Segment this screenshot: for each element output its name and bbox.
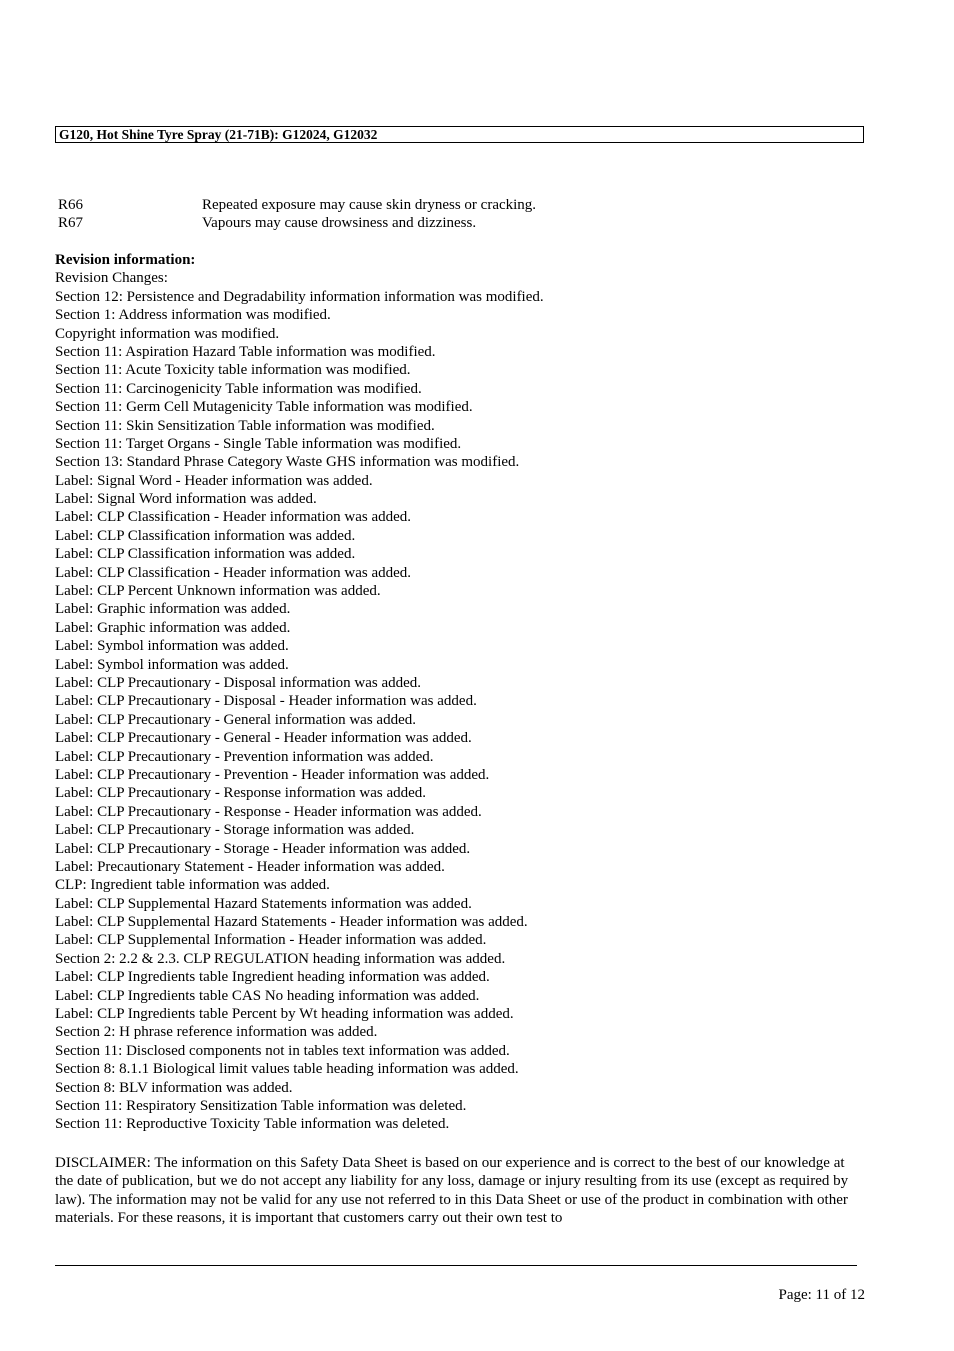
revision-line: Label: Symbol information was added. [55, 638, 289, 655]
revision-line: Label: CLP Supplemental Hazard Statements - Header information was added. [55, 914, 528, 931]
r-phrase-row [58, 214, 858, 232]
revision-line: Section 11: Disclosed components not in tables text information was added. [55, 1042, 510, 1059]
revision-line: CLP: Ingredient table information was added. [55, 877, 330, 894]
revision-line: Section 8: BLV information was added. [55, 1079, 293, 1096]
revision-line: Label: CLP Precautionary - General - Header information was added. [55, 730, 472, 747]
revision-line: Label: CLP Ingredients table Ingredient heading information was added. [55, 969, 490, 986]
revision-line: Label: CLP Supplemental Information - Header information was added. [55, 932, 487, 949]
r-phrase-text: Repeated exposure may cause skin dryness or cracking. [202, 197, 537, 213]
revision-line: Section 2: 2.2 & 2.3. CLP REGULATION heading information was added. [55, 950, 506, 967]
revision-line: Section 11: Respiratory Sensitization Table information was deleted. [55, 1097, 467, 1114]
revision-line: Section 11: Skin Sensitization Table information was modified. [55, 417, 435, 434]
revision-line: Section 8: 8.1.1 Biological limit values table heading information was added. [55, 1061, 519, 1078]
revision-line: Label: Signal Word information was added. [55, 491, 317, 508]
revision-line: Label: CLP Classification - Header information was added. [55, 564, 412, 581]
revision-line: Section 11: Germ Cell Mutagenicity Table information was modified. [55, 399, 473, 416]
revision-line: Section 1: Address information was modified. [55, 307, 331, 324]
disclaimer-paragraph: DISCLAIMER: The information on this Safety Data Sheet is based on our experience and is correct to the best of our knowledge at the date of publication, but we do not accept any liability for any loss, damage or injury resulting from its use (except as required by law). The information may not be valid for any use not referred to in this Data Sheet or use of the product in combination with other materials. For these reasons, it is important that customers carry out their own test to [55, 1155, 849, 1226]
revision-line: Label: CLP Precautionary - Disposal - Header information was added. [55, 693, 477, 710]
revision-line: Label: CLP Precautionary - Response - Header information was added. [55, 803, 482, 820]
revision-line: Section 11: Target Organs - Single Table information was modified. [55, 435, 462, 452]
revision-line: Section 11: Carcinogenicity Table information was modified. [55, 380, 422, 397]
revision-information [55, 251, 855, 1134]
revision-line: Label: CLP Precautionary - Storage information was added. [55, 822, 415, 839]
revision-line: Section 11: Aspiration Hazard Table information was modified. [55, 343, 436, 360]
revision-line: Section 11: Acute Toxicity table information was modified. [55, 362, 411, 379]
revision-line: Label: Graphic information was added. [55, 601, 291, 618]
revision-line: Label: Symbol information was added. [55, 656, 289, 673]
revision-line: Label: CLP Classification information was added. [55, 527, 356, 544]
revision-line: Label: CLP Percent Unknown information was added. [55, 583, 381, 600]
footer-divider [55, 1265, 857, 1266]
document-header [55, 126, 864, 143]
revision-line: Label: CLP Ingredients table CAS No heading information was added. [55, 987, 480, 1004]
revision-change-list [55, 269, 855, 1133]
revision-line: Label: Precautionary Statement - Header information was added. [55, 858, 445, 875]
revision-line: Label: CLP Precautionary - Response information was added. [55, 785, 427, 802]
revision-line: Label: CLP Classification - Header information was added. [55, 509, 412, 526]
revision-line: Label: CLP Ingredients table Percent by Wt heading information was added. [55, 1006, 514, 1023]
r-phrase-code: R66 [58, 197, 84, 213]
revision-line: Label: CLP Precautionary - General information was added. [55, 711, 416, 728]
revision-line: Section 12: Persistence and Degradability information information was modified. [55, 288, 544, 305]
revision-line: Revision Changes: [55, 270, 168, 287]
revision-line: Label: Graphic information was added. [55, 619, 291, 636]
revision-heading: Revision information: [55, 252, 196, 268]
r-phrase-code: R67 [58, 215, 84, 232]
revision-line: Section 11: Reproductive Toxicity Table information was deleted. [55, 1116, 450, 1133]
r-phrase-row [58, 196, 858, 214]
revision-line: Label: CLP Classification information was added. [55, 546, 356, 563]
r-phrase-list [58, 196, 858, 233]
revision-line: Label: CLP Precautionary - Prevention - Header information was added. [55, 766, 490, 783]
revision-line: Section 2: H phrase reference information was added. [55, 1024, 378, 1041]
r-phrase-text: Vapours may cause drowsiness and dizziness. [202, 215, 477, 232]
revision-line: Label: Signal Word - Header information was added. [55, 472, 373, 489]
revision-line: Label: CLP Precautionary - Prevention information was added. [55, 748, 434, 765]
revision-line: Label: CLP Precautionary - Storage - Header information was added. [55, 840, 471, 857]
page-number: Page: 11 of 12 [778, 1287, 865, 1303]
revision-line: Label: CLP Supplemental Hazard Statements information was added. [55, 895, 472, 912]
revision-line: Section 13: Standard Phrase Category Waste GHS information was modified. [55, 454, 520, 471]
revision-line: Copyright information was modified. [55, 325, 280, 342]
document-title: G120, Hot Shine Tyre Spray (21-71B): G12024, G12032 [59, 127, 378, 142]
revision-line: Label: CLP Precautionary - Disposal information was added. [55, 674, 422, 691]
